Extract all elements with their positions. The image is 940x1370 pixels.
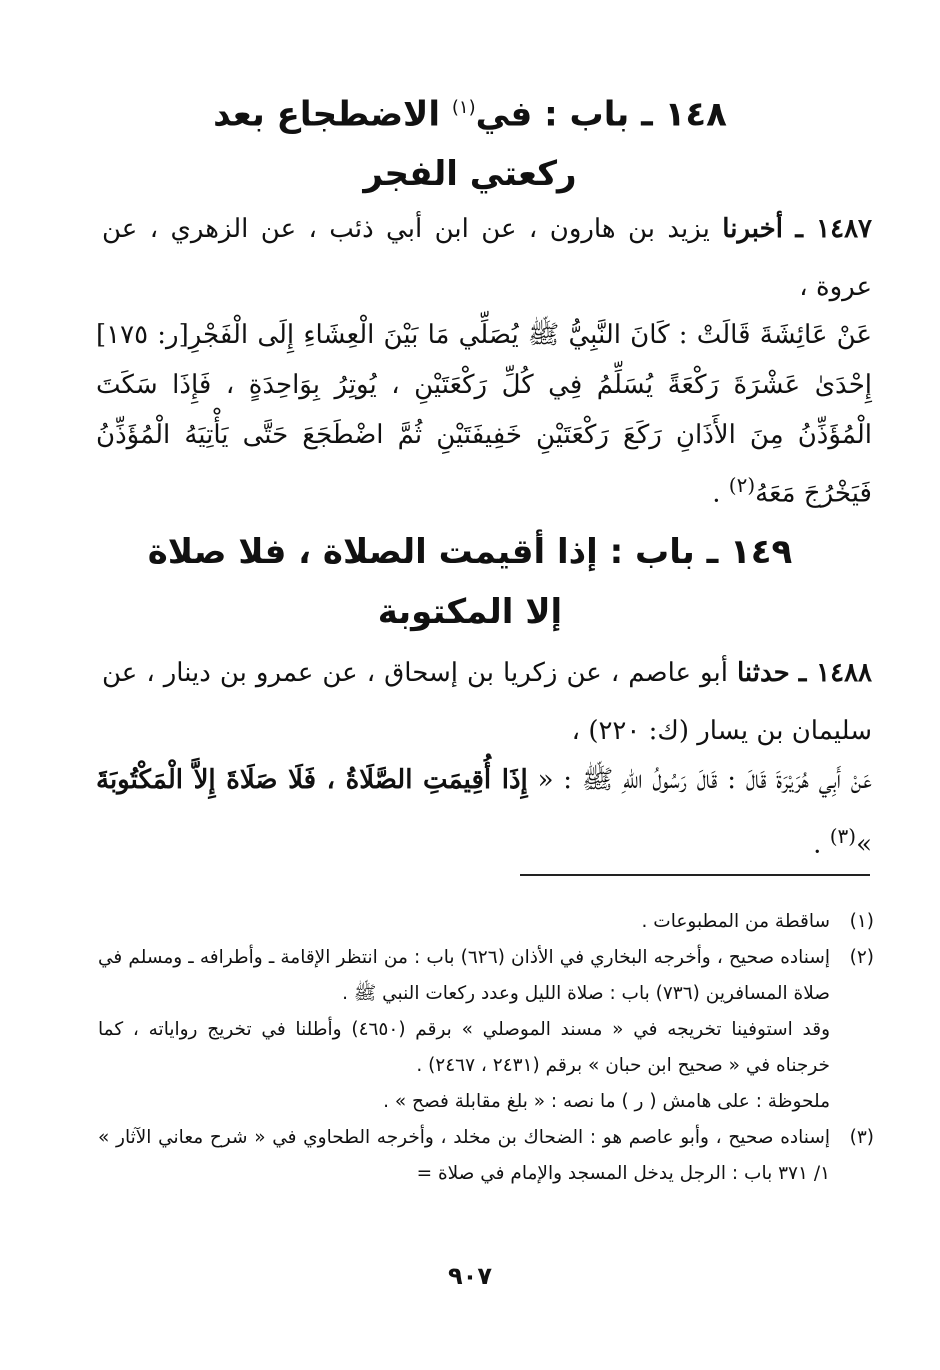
footnote-separator [520,874,870,876]
matn-intro: عَنْ أَبِي هُرَيْرَةَ قَالَ : قَالَ رَسُولُ اللهِ ﷺ : « [537,765,872,795]
page-number: ٩٠٧ [448,1262,492,1290]
footnote-number: (٣) [849,1127,874,1148]
footnote-number: (١) [849,911,874,932]
matn-bold-text: إِذَا أُقِيمَتِ الصَّلَاةُ ، فَلَا صَلَاةَ إِلاَّ الْمَكْتُوبَةَ [96,765,528,795]
footnote-paragraph: إسناده صحيح ، وأخرجه البخاري في الأذان (٦٢٦) باب : من انتظر الإقامة ـ وأطرافه ـ ومسلم في صلاة المسافرين (٧٣٦) باب : صلاة الليل وعدد ركعات النبي ﷺ . [98,947,831,1004]
footnote-ref-2[interactable]: (٢) [728,473,756,497]
footnote-body [98,1120,830,1192]
chapter-heading-148-line1: ١٤٨ ـ باب : في$^{(١)}$ الاضطجاع بعد [213,94,727,135]
hadith-1487-matn [96,310,872,519]
footnote-ref-1[interactable]: (١) [451,97,476,118]
chapter-heading-149 [60,522,880,642]
footnotes [98,904,874,1192]
hadith-lead-word: أخبرنا [722,214,783,244]
chapter-heading-148-line2: ركعتي الفجر [363,154,577,195]
hadith-1487-isnad [102,200,872,316]
chapter-heading-149-line2: إلا المكتوبة [377,592,563,632]
footnote-paragraph: ساقطة من المطبوعات . [641,911,830,932]
hadith-number: ١٤٨٨ ـ [798,658,872,688]
hadith-1488-matn [96,752,872,873]
footnote-3 [98,1120,874,1192]
matn-close-quote: » [856,829,872,860]
footnote-paragraph: وقد استوفينا تخريجه في « مسند الموصلي » برقم (٤٦٥٠) وأطلنا في تخريج رواياته ، كما خرجناه في « صحيح ابن حبان » برقم (٢٤٣١ ، ٢٤٦٧) . [98,1019,830,1076]
footnote-number: (٢) [849,947,874,968]
matn-end: . [813,829,830,860]
matn-text: عَنْ عَائِشَةَ قَالَتْ : كَانَ النَّبِيُّ ﷺ يُصَلِّي مَا بَيْنَ الْعِشَاءِ إِلَى الْفَجْرِ[ر: ١٧٥] إِحْدَىٰ عَشْرَةَ رَكْعَةً يُسَلِّمُ فِي كُلِّ رَكْعَتَيْنِ ، يُوتِرُ بِوَاحِدَةٍ ، فَإِذَا سَكَتَ الْمُؤَذِّنُ مِنَ الأَذَانِ رَكَعَ رَكْعَتَيْنِ خَفِيفَتَيْنِ ثُمَّ اضْطَجَعَ حَتَّى يَأْتِيَهُ الْمُؤَذِّنُ فَيَخْرُجَ مَعَهُ [96,320,872,509]
chapter-heading-148 [60,78,880,204]
footnote-2 [98,940,874,1120]
footnote-ref-3[interactable]: (٣) [829,824,857,848]
hadith-1488-isnad [102,644,872,760]
isnad-text: يزيد بن هارون ، عن ابن أبي ذئب ، عن الزهري ، عن عروة ، [102,214,872,302]
footnote-body [98,940,830,1120]
footnote-paragraph: إسناده صحيح ، وأبو عاصم هو : الضحاك بن مخلد ، وأخرجه الطحاوي في « شرح معاني الآثار » ١/ ٣٧١ باب : الرجل يدخل المسجد والإمام في صلاة = [98,1127,830,1184]
hadith-lead-word: حدثنا [736,658,790,688]
isnad-text: أبو عاصم ، عن زكريا بن إسحاق ، عن عمرو بن دينار ، عن سليمان بن يسار (ك: ٢٢٠) ، [102,658,872,746]
hadith-number: ١٤٨٧ ـ [795,214,873,244]
matn-end: . [712,478,729,509]
footnote-body [98,904,830,940]
footnote-1 [98,904,874,940]
footnote-paragraph: ملحوظة : على هامش ( ر ) ما نصه : « بلغ مقابلة فصح » . [383,1091,830,1112]
chapter-heading-149-line1: ١٤٩ ـ باب : إذا أقيمت الصلاة ، فلا صلاة [147,532,793,572]
